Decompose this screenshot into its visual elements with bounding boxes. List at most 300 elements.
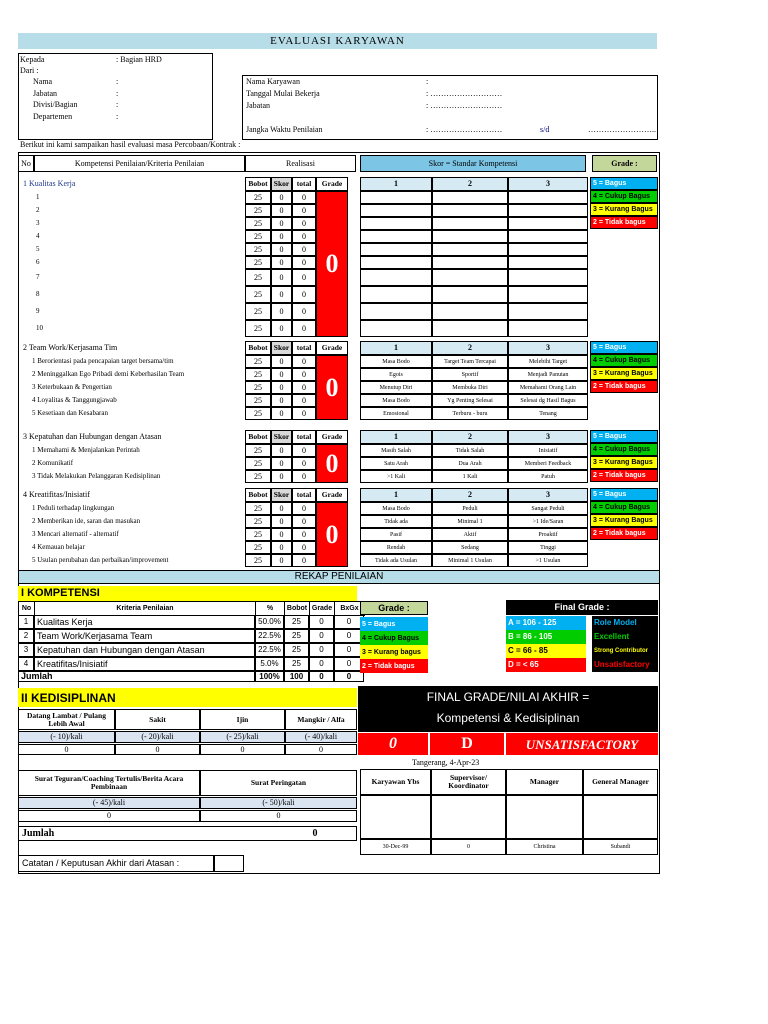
rekap-col-header: BxGx — [335, 602, 365, 616]
criteria-item: 3 Mencari alternatif - alternatif — [32, 530, 119, 538]
section-title: 1 Kualitas Kerja — [23, 179, 76, 188]
skor-cell: 0 — [271, 394, 292, 407]
score-option: Sedang — [432, 541, 508, 554]
final-title: FINAL GRADE/NILAI AKHIR = — [426, 690, 590, 704]
kedis-header: Mangkir / Alfa — [285, 709, 357, 730]
section-grade-value: 0 — [316, 502, 348, 567]
total-cell: 0 — [292, 368, 316, 381]
section-3 — [18, 430, 660, 483]
final-grade-row — [506, 616, 658, 630]
grade-legend-item: 2 = Tidak bagus — [590, 216, 658, 229]
rekap-col-header: Grade — [310, 602, 335, 616]
score-option: Masa Bodo — [360, 394, 432, 407]
skor-cell: 0 — [271, 470, 292, 483]
score-option — [432, 230, 508, 243]
skor-cell: 0 — [271, 515, 292, 528]
grade-legend-item: 2 = Tidak bagus — [590, 469, 658, 482]
grade-legend — [590, 341, 658, 393]
total-cell: 0 — [292, 515, 316, 528]
score-option — [508, 243, 588, 256]
score-option — [432, 217, 508, 230]
skor-cell: 0 — [271, 230, 292, 243]
total-cell: 0 — [292, 355, 316, 368]
col-header-total: total — [292, 341, 316, 355]
header-skor: Skor = Standar Kompetensi — [360, 155, 586, 172]
score-option: Menjadi Panutan — [508, 368, 588, 381]
kepada-value: : Bagian HRD — [116, 55, 162, 64]
score-option — [508, 230, 588, 243]
score-option: >1 Ide/Saran — [508, 515, 588, 528]
total-cell: 0 — [292, 243, 316, 256]
section-grade-value: 0 — [316, 355, 348, 420]
skor-cell: 0 — [271, 444, 292, 457]
criteria-item: 4 — [36, 232, 40, 240]
score-option — [432, 286, 508, 303]
dari-label: Dari : — [20, 66, 39, 75]
skor-cell: 0 — [271, 554, 292, 567]
total-cell: 0 — [292, 541, 316, 554]
score-option: Tidak Salah — [432, 444, 508, 457]
intro-text: Berikut ini kami sampaikan hasil evaluasi masa Percobaan/Kontrak : — [20, 140, 241, 149]
kompetensi-title: I KOMPETENSI — [18, 586, 357, 601]
kedis-value: 0 — [18, 744, 115, 755]
criteria-item: 4 Loyalitas & Tanggungjawab — [32, 396, 117, 404]
score-option — [508, 204, 588, 217]
kedis-value: 0 — [200, 744, 285, 755]
score-option: Tinggi — [508, 541, 588, 554]
total-cell: 0 — [292, 191, 316, 204]
header-kompetensi: Kompetensi Penilaian/Kriteria Penilaian — [34, 155, 245, 172]
final-score: 0 — [358, 733, 428, 755]
final-grade-range: B = 86 - 105 — [506, 630, 586, 644]
total-cell: 0 — [292, 204, 316, 217]
employee-field-label: Jabatan — [246, 101, 270, 110]
rekap-cell: 3 — [18, 643, 34, 657]
kedis-points: (- 20)/kali — [115, 731, 200, 743]
signature-space — [360, 795, 431, 839]
sender-field-label: Jabatan — [33, 88, 57, 98]
score-option: Memberi Feedback — [508, 457, 588, 470]
score-option — [432, 269, 508, 286]
kepada-label: Kepada — [20, 55, 45, 64]
skor-cell: 0 — [271, 502, 292, 515]
criteria-item: 3 Tidak Melakukan Pelanggaran Kedisiplinan — [32, 472, 161, 480]
score-header-2: 2 — [432, 177, 508, 191]
bobot-cell: 25 — [245, 256, 271, 269]
criteria-item: 7 — [36, 273, 40, 281]
catatan-label: Catatan / Keputusan Akhir dari Atasan : — [18, 855, 214, 872]
grade-legend — [590, 430, 658, 482]
col-header-grade: Grade — [316, 341, 348, 355]
final-status: UNSATISFACTORY — [506, 733, 658, 755]
score-option — [360, 320, 432, 337]
final-grade-label: Strong Contributor — [592, 644, 658, 658]
rekap-grade-legend-item: 3 = Kurang bagus — [360, 645, 428, 659]
criteria-item: 2 — [36, 206, 40, 214]
final-grade-range: D = < 65 — [506, 658, 586, 672]
score-option — [360, 217, 432, 230]
rekap-cell: 0 — [334, 657, 364, 671]
rekap-grade-title: Grade : — [360, 601, 428, 615]
grade-legend-item: 3 = Kurang Bagus — [590, 456, 658, 469]
header-no: No — [18, 155, 34, 172]
rekap-cell: 2 — [18, 629, 34, 643]
total-cell: 0 — [292, 217, 316, 230]
rekap-grade-legend-item: 4 = Cukup Bagus — [360, 631, 428, 645]
score-option: Sportif — [432, 368, 508, 381]
score-option — [360, 286, 432, 303]
criteria-item: 9 — [36, 307, 40, 315]
rekap-grade-legend — [360, 617, 428, 673]
signature-space — [431, 795, 506, 839]
section-1 — [18, 177, 660, 337]
score-option: Membuka Diri — [432, 381, 508, 394]
kedis-value: 0 — [285, 744, 357, 755]
score-header-2: 2 — [432, 430, 508, 444]
score-option — [360, 243, 432, 256]
final-grade-label: Excellent — [592, 630, 658, 644]
signature-space — [506, 795, 583, 839]
skor-cell: 0 — [271, 381, 292, 394]
rekap-cell: 22.5% — [255, 629, 284, 643]
score-option: Terburu - buru — [432, 407, 508, 420]
bobot-cell: 25 — [245, 191, 271, 204]
kedisiplinan-title: II KEDISIPLINAN — [18, 688, 357, 707]
signature-header: General Manager — [583, 769, 658, 795]
criteria-item: 1 Peduli terhadap lingkungan — [32, 504, 115, 512]
rekap-jumlah-cell: 0 — [334, 671, 364, 682]
employee-field-value: : ……………………… — [426, 89, 503, 98]
final-grade-row — [506, 658, 658, 672]
total-cell: 0 — [292, 554, 316, 567]
final-grade-row — [506, 630, 658, 644]
col-header-skor: Skor — [271, 488, 292, 502]
final-subtitle: Kompetensi & Kedisiplinan — [436, 711, 580, 725]
skor-cell: 0 — [271, 528, 292, 541]
grade-legend-item: 4 = Cukup Bagus — [590, 443, 658, 456]
criteria-item: 1 Memahami & Menjalankan Perintah — [32, 446, 140, 454]
rekap-col-header: % — [256, 602, 285, 616]
score-option: Dua Arah — [432, 457, 508, 470]
score-option: Inisiatif — [508, 444, 588, 457]
rekap-grade-legend-item: 5 = Bagus — [360, 617, 428, 631]
sender-field-label: Divisi/Bagian — [33, 100, 78, 109]
final-grade-label: Role Model — [592, 616, 658, 630]
rekap-cell: 0 — [334, 615, 364, 629]
total-cell: 0 — [292, 470, 316, 483]
score-option — [508, 256, 588, 269]
col-header-bobot: Bobot — [245, 430, 271, 444]
total-cell: 0 — [292, 230, 316, 243]
grade-legend-item: 2 = Tidak bagus — [590, 380, 658, 393]
score-option — [432, 256, 508, 269]
score-header-2: 2 — [432, 341, 508, 355]
score-option: >1 Kali — [360, 470, 432, 483]
rekap-cell: 25 — [284, 657, 309, 671]
section-title: 4 Kreatifitas/Inisiatif — [23, 490, 90, 499]
grade-legend-item: 4 = Cukup Bagus — [590, 190, 658, 203]
score-option: Masa Bodo — [360, 355, 432, 368]
grade-legend-item: 4 = Cukup Bagus — [590, 354, 658, 367]
place-date: Tangerang, 4-Apr-23 — [412, 758, 480, 767]
bobot-cell: 25 — [245, 355, 271, 368]
grade-legend-item: 3 = Kurang Bagus — [590, 514, 658, 527]
section-grade-value: 0 — [316, 444, 348, 483]
score-option — [508, 303, 588, 320]
total-cell: 0 — [292, 444, 316, 457]
criteria-item: 2 Memberikan ide, saran dan masukan — [32, 517, 141, 525]
col-header-bobot: Bobot — [245, 488, 271, 502]
kedis-header2: Surat Teguran/Coaching Tertulis/Berita Acara Pembinaan — [18, 770, 200, 796]
total-cell: 0 — [292, 407, 316, 420]
bobot-cell: 25 — [245, 502, 271, 515]
sd-label: s/d — [540, 125, 550, 134]
score-option: Menutup Diri — [360, 381, 432, 394]
criteria-item: 2 Komunikatif — [32, 459, 74, 467]
bobot-cell: 25 — [245, 269, 271, 286]
col-header-skor: Skor — [271, 177, 292, 191]
total-cell: 0 — [292, 381, 316, 394]
rekap-cell: 50.0% — [255, 615, 284, 629]
bobot-cell: 25 — [245, 457, 271, 470]
score-option: Patuh — [508, 470, 588, 483]
grade-legend-item: 3 = Kurang Bagus — [590, 203, 658, 216]
rekap-cell: Team Work/Kerjasama Team — [34, 629, 255, 643]
score-option: Egois — [360, 368, 432, 381]
header-grade: Grade : — [592, 155, 657, 172]
score-option: Pasif — [360, 528, 432, 541]
score-header-3: 3 — [508, 488, 588, 502]
rekap-cell: 25 — [284, 629, 309, 643]
criteria-item: 4 Kemauan belajar — [32, 543, 85, 551]
page-title: EVALUASI KARYAWAN — [270, 34, 405, 47]
grade-legend — [590, 177, 658, 229]
total-cell: 0 — [292, 502, 316, 515]
bobot-cell: 25 — [245, 554, 271, 567]
total-cell: 0 — [292, 256, 316, 269]
criteria-item: 1 — [36, 193, 40, 201]
kedis-value2: 0 — [200, 810, 357, 822]
section-grade-value: 0 — [316, 191, 348, 337]
col-header-total: total — [292, 177, 316, 191]
total-cell: 0 — [292, 320, 316, 337]
score-option — [360, 191, 432, 204]
signature-space — [583, 795, 658, 839]
rekap-jumlah-cell: 0 — [309, 671, 334, 682]
score-option: Tidak ada — [360, 515, 432, 528]
skor-cell: 0 — [271, 541, 292, 554]
rekap-cell: 0 — [309, 629, 334, 643]
score-option — [432, 204, 508, 217]
page-title-bar — [18, 33, 657, 49]
bobot-cell: 25 — [245, 320, 271, 337]
skor-cell: 0 — [271, 303, 292, 320]
sender-field-colon: : — [116, 111, 119, 121]
score-option — [360, 269, 432, 286]
score-header-1: 1 — [360, 488, 432, 502]
bobot-cell: 25 — [245, 368, 271, 381]
final-grade-row — [506, 644, 658, 658]
grade-legend-item: 5 = Bagus — [590, 488, 658, 501]
score-option — [432, 191, 508, 204]
bobot-cell: 25 — [245, 381, 271, 394]
criteria-item: 8 — [36, 290, 40, 298]
final-grade-range: A = 106 - 125 — [506, 616, 586, 630]
skor-cell: 0 — [271, 457, 292, 470]
score-option — [360, 303, 432, 320]
rekap-jumlah-cell: 100 — [284, 671, 309, 682]
bobot-cell: 25 — [245, 394, 271, 407]
rekap-cell: 22.5% — [255, 643, 284, 657]
score-option: Peduli — [432, 502, 508, 515]
col-header-grade: Grade — [316, 488, 348, 502]
total-cell: 0 — [292, 457, 316, 470]
skor-cell: 0 — [271, 269, 292, 286]
score-option — [360, 256, 432, 269]
score-option — [432, 243, 508, 256]
skor-cell: 0 — [271, 217, 292, 230]
grade-legend-item: 5 = Bagus — [590, 430, 658, 443]
sender-field-colon: : — [116, 88, 119, 98]
score-option: Yg Penting Selesai — [432, 394, 508, 407]
score-option — [508, 217, 588, 230]
skor-cell: 0 — [271, 243, 292, 256]
col-header-total: total — [292, 430, 316, 444]
section-title: 3 Kepatuhan dan Hubungan dengan Atasan — [23, 432, 162, 441]
grade-legend-item: 5 = Bagus — [590, 177, 658, 190]
rekap-jumlah-label: Jumlah — [18, 671, 255, 682]
score-option: Memahami Orang Lain — [508, 381, 588, 394]
bobot-cell: 25 — [245, 286, 271, 303]
criteria-item: 3 Keterbukaan & Pengertian — [32, 383, 112, 391]
rekap-cell: 0 — [309, 643, 334, 657]
signature-name: Christina — [506, 839, 583, 855]
criteria-item: 1 Berorientasi pada pencapaian target bersama/tim — [32, 357, 174, 365]
skor-cell: 0 — [271, 286, 292, 303]
score-header-3: 3 — [508, 177, 588, 191]
signature-header: Manager — [506, 769, 583, 795]
score-option — [508, 320, 588, 337]
col-header-total: total — [292, 488, 316, 502]
catatan-input-box — [214, 855, 244, 872]
criteria-item: 6 — [36, 258, 40, 266]
score-option: >1 Usulan — [508, 554, 588, 567]
score-option: Aktif — [432, 528, 508, 541]
kedis-points: (- 40)/kali — [285, 731, 357, 743]
sender-field-label: Departemen — [33, 111, 73, 121]
rekap-cell: Kreatifitas/Inisiatif — [34, 657, 255, 671]
bobot-cell: 25 — [245, 541, 271, 554]
score-option: Minimal 1 — [432, 515, 508, 528]
score-option: Proaktif — [508, 528, 588, 541]
score-option: Melebihi Target — [508, 355, 588, 368]
final-grade-label: Unsatisfactory — [592, 658, 658, 672]
employee-field-label: Nama Karyawan — [246, 77, 300, 86]
employee-field-value: : — [426, 77, 429, 86]
score-option — [360, 230, 432, 243]
col-header-grade: Grade — [316, 177, 348, 191]
score-option: Satu Arah — [360, 457, 432, 470]
kedis-value2: 0 — [18, 810, 200, 822]
rekap-grade-legend-item: 2 = Tidak bagus — [360, 659, 428, 673]
rekap-cell: 5.0% — [255, 657, 284, 671]
score-header-1: 1 — [360, 430, 432, 444]
section-2 — [18, 341, 660, 420]
grade-legend-item: 2 = Tidak bagus — [590, 527, 658, 540]
rekap-cell: 1 — [18, 615, 34, 629]
score-option: Target Team Tercapai — [432, 355, 508, 368]
rekap-jumlah-cell: 100% — [255, 671, 284, 682]
employee-field-value: : ……………………… — [426, 101, 503, 110]
total-cell: 0 — [292, 394, 316, 407]
final-grade-range: C = 66 - 85 — [506, 644, 586, 658]
kedis-header: Datang Lambat / Pulang Lebih Awal — [18, 709, 115, 730]
score-option: Masih Salah — [360, 444, 432, 457]
bobot-cell: 25 — [245, 515, 271, 528]
score-option — [508, 269, 588, 286]
kedis-header: Sakit — [115, 709, 200, 730]
rekap-cell: 25 — [284, 615, 309, 629]
rekap-table — [18, 601, 365, 616]
section-title: 2 Team Work/Kerjasama Tim — [23, 343, 118, 352]
kedis-jumlah-value: 0 — [312, 827, 318, 839]
score-option: Tenang — [508, 407, 588, 420]
skor-cell: 0 — [271, 256, 292, 269]
bobot-cell: 25 — [245, 204, 271, 217]
rekap-col-header: No — [19, 602, 35, 616]
final-letter: D — [430, 733, 504, 755]
score-option: Sangat Peduli — [508, 502, 588, 515]
kedis-points: (- 25)/kali — [200, 731, 285, 743]
sd-dots: …………………….. — [588, 125, 656, 134]
score-option: Masa Bodo — [360, 502, 432, 515]
bobot-cell: 25 — [245, 528, 271, 541]
score-option: 1 Kali — [432, 470, 508, 483]
skor-cell: 0 — [271, 204, 292, 217]
skor-cell: 0 — [271, 191, 292, 204]
skor-cell: 0 — [271, 368, 292, 381]
kedis-jumlah-label: Jumlah — [18, 826, 357, 841]
bobot-cell: 25 — [245, 217, 271, 230]
score-option: Selesai dg Hasil Bagus — [508, 394, 588, 407]
rekap-cell: 0 — [334, 629, 364, 643]
signature-header: Supervisor/ Koordinator — [431, 769, 506, 795]
skor-cell: 0 — [271, 320, 292, 337]
total-cell: 0 — [292, 286, 316, 303]
score-header-3: 3 — [508, 341, 588, 355]
employee-field-label: Tanggal Mulai Bekerja — [246, 89, 320, 98]
score-option: Minimal 1 Usulan — [432, 554, 508, 567]
kedis-points2: (- 50)/kali — [200, 797, 357, 809]
rekap-col-header: Bobot — [285, 602, 310, 616]
score-option — [432, 303, 508, 320]
rekap-cell: 0 — [309, 657, 334, 671]
bobot-cell: 25 — [245, 303, 271, 320]
bobot-cell: 25 — [245, 407, 271, 420]
score-option — [432, 320, 508, 337]
bobot-cell: 25 — [245, 444, 271, 457]
kedis-header: Ijin — [200, 709, 285, 730]
col-header-skor: Skor — [271, 430, 292, 444]
sender-field-colon: : — [116, 100, 119, 109]
kedis-points: (- 10)/kali — [18, 731, 115, 743]
employee-field-label: Jangka Waktu Penilaian — [246, 125, 323, 134]
score-option: Tidak ada Usulan — [360, 554, 432, 567]
kedis-value: 0 — [115, 744, 200, 755]
grade-legend-item: 4 = Cukup Bagus — [590, 501, 658, 514]
criteria-item: 5 Kesetiaan dan Kesabaran — [32, 409, 108, 417]
rekap-cell: 25 — [284, 643, 309, 657]
